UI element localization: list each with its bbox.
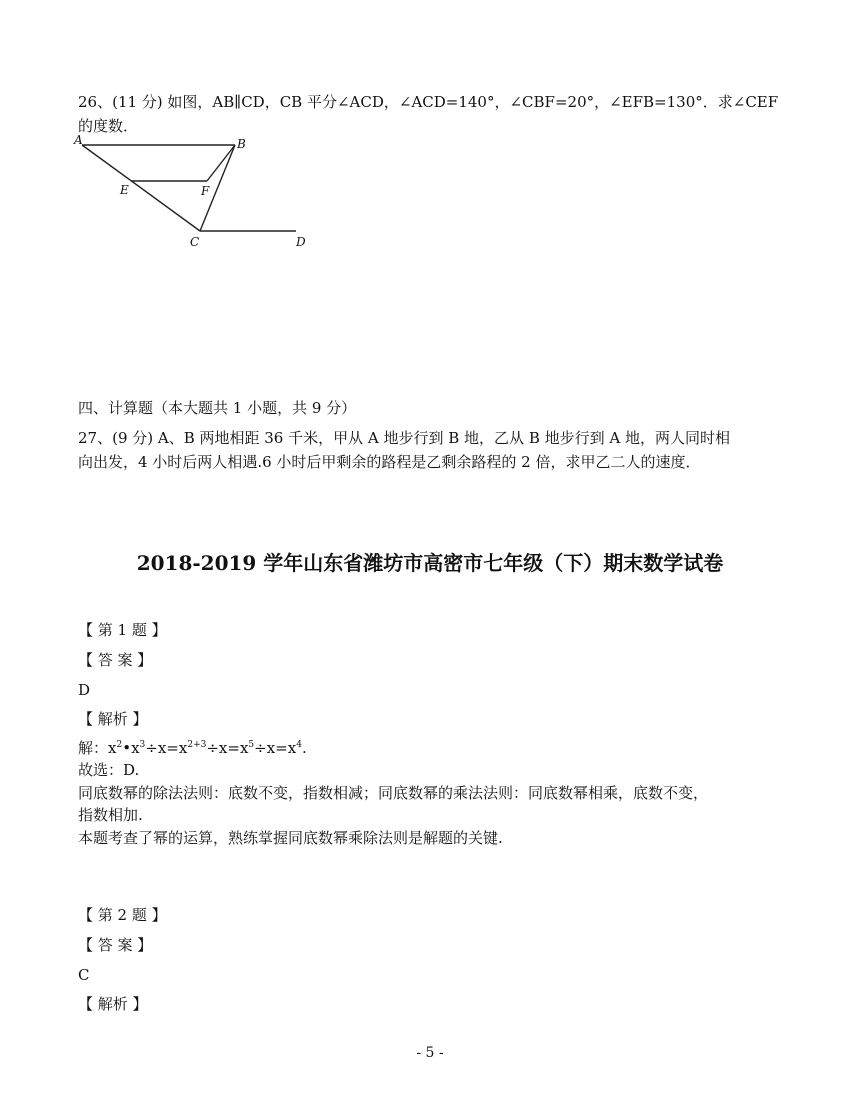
solution-mid3: ÷x=x <box>254 739 297 757</box>
answer2-title: 【 第 2 题 】 <box>78 906 167 924</box>
label-f: F <box>201 184 210 198</box>
answer1-rule-line2: 指数相加. <box>78 806 143 824</box>
label-c: C <box>190 235 200 249</box>
solution-mid1: ÷x=x <box>145 739 188 757</box>
answer1-title: 【 第 1 题 】 <box>78 621 167 639</box>
solution-e5: 4 <box>296 740 302 750</box>
answer2-answer-label: 【 答 案 】 <box>78 936 153 954</box>
solution-e3: 2+3 <box>187 740 207 750</box>
label-e: E <box>120 183 129 197</box>
section4-title: 四、计算题（本大题共 1 小题，共 9 分） <box>78 399 357 417</box>
q27-line1: 27、(9 分) A、B 两地相距 36 千米，甲从 A 地步行到 B 地，乙从 B 地步行到 A 地，两人同时相 <box>78 429 730 447</box>
answer1-analysis-label: 【 解析 】 <box>78 710 148 728</box>
answer1-summary: 本题考查了幂的运算，熟练掌握同底数幂乘除法则是解题的关键. <box>78 829 503 847</box>
solution-e1: 2 <box>116 740 123 750</box>
solution-e2: 3 <box>139 740 146 750</box>
solution-mid2: ÷x=x <box>206 739 249 757</box>
answer2-answer: C <box>78 966 90 984</box>
q27-line2: 向出发，4 小时后两人相遇.6 小时后甲剩余的路程是乙剩余路程的 2 倍，求甲乙二人的速度． <box>78 453 701 471</box>
segment-fb <box>207 145 235 181</box>
answer1-answer: D <box>78 681 91 699</box>
segment-ac <box>82 145 200 231</box>
answer1-solution <box>78 738 307 758</box>
answer1-answer-label: 【 答 案 】 <box>78 651 153 669</box>
solution-end: . <box>301 739 307 757</box>
solution-x2: x <box>131 739 140 757</box>
label-a: A <box>74 133 83 147</box>
label-d: D <box>296 235 306 249</box>
solution-e4: 5 <box>248 740 255 750</box>
answer1-choice: 故选：D. <box>78 761 140 779</box>
q26-line2: 的度数． <box>78 117 139 135</box>
answer2-analysis-label: 【 解析 】 <box>78 995 148 1013</box>
label-b: B <box>237 137 246 151</box>
geometry-figure <box>70 133 330 253</box>
paper-title: 2018-2019 学年山东省潍坊市高密市七年级（下）期末数学试卷 <box>136 551 724 575</box>
q26-line1: 26、(11 分) 如图，AB∥CD，CB 平分∠ACD，∠ACD=140°，∠CBF=20°，∠EFB=130°．求∠CEF <box>78 93 779 111</box>
solution-prefix: 解： <box>78 739 109 757</box>
answer1-rule-line1: 同底数幂的除法法则：底数不变，指数相减；同底数幂的乘法法则：同底数幂相乘，底数不变， <box>78 784 709 802</box>
page-number: - 5 - <box>416 1045 444 1061</box>
solution-dot: • <box>122 739 132 757</box>
solution-x1: x <box>108 739 117 757</box>
